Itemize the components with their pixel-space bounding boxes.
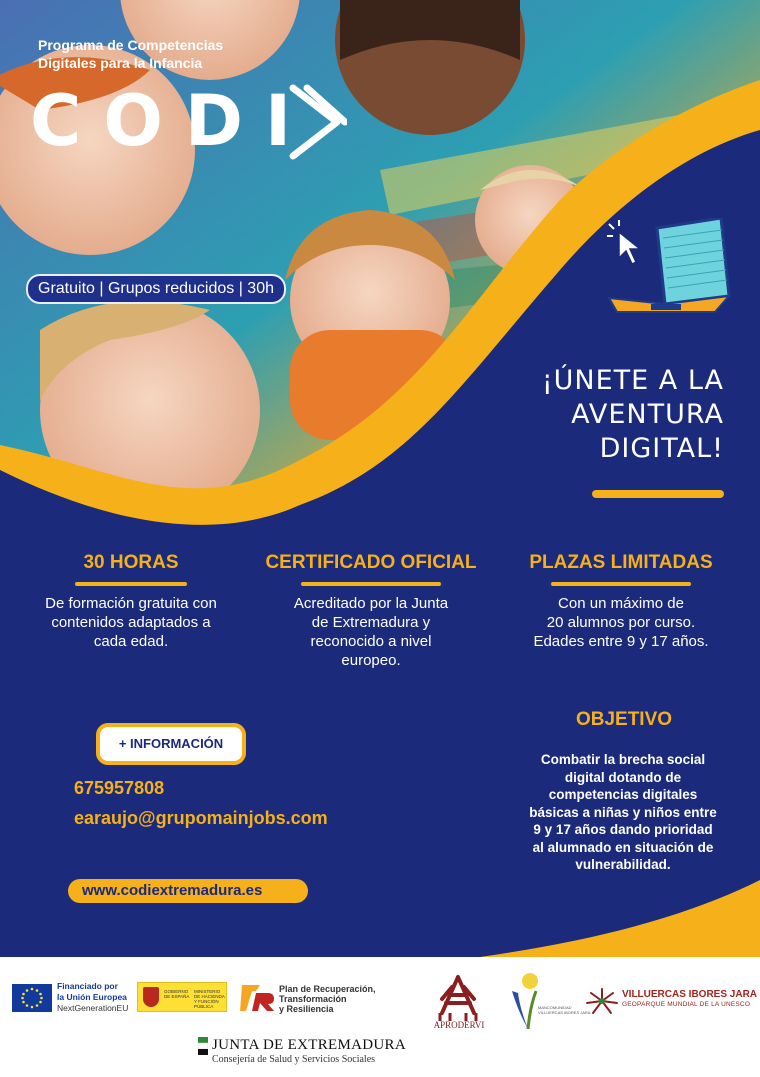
objective-title: OBJETIVO (575, 709, 673, 730)
objective-text (520, 751, 726, 874)
program-title-line: Digitales para la Infancia (38, 55, 203, 71)
prtr-text-line: Transformación (279, 994, 347, 1004)
feature-title: PLAZAS LIMITADAS (529, 552, 713, 573)
email-link[interactable]: earaujo@grupomainjobs.com (74, 808, 328, 828)
prtr-text-line: y Resiliencia (279, 1004, 334, 1014)
tagline-line: AVENTURA (571, 399, 724, 430)
cursor-icon (607, 220, 640, 264)
tagline-line: DIGITAL! (599, 433, 724, 464)
tagline-underline (592, 490, 724, 498)
ministerio-text (194, 989, 226, 1009)
gobierno-text-line: GOBIERNO (164, 989, 189, 994)
codi-logo-text: CODI (30, 80, 314, 162)
aprodervi-text: APRODERVI (433, 1020, 485, 1030)
feature-text (16, 594, 246, 651)
objective-text-line: 9 y 17 años dando prioridad (533, 822, 713, 837)
junta-subtitle: Consejería de Salud y Servicios Sociales (212, 1054, 376, 1065)
ministerio-text-line: MINISTERIO (194, 989, 221, 994)
coat-of-arms-icon (143, 987, 159, 1007)
feature-text-line: 20 alumnos por curso. (546, 614, 696, 631)
eu-text-line: la Unión Europea (57, 992, 127, 1002)
laptop-icon (605, 218, 733, 316)
geoparque-title: VILLUERCAS IBORES JARA (622, 989, 758, 1000)
gobierno-text-line: DE ESPAÑA (164, 994, 190, 999)
prtr-text (279, 984, 376, 1014)
mancomunidad-text (538, 1005, 590, 1015)
geoparque-text (622, 990, 757, 1010)
feature-text-line: cada edad. (93, 633, 169, 650)
geoparque-subtitle: GEOPARQUE MUNDIAL DE LA UNESCO (622, 1001, 751, 1008)
feature-text-line: de Extremadura y (311, 614, 431, 631)
objective-text-line: Combatir la brecha social (540, 752, 706, 767)
prtr-logo-icon (240, 983, 276, 1013)
gobierno-text (164, 989, 189, 999)
prtr-text-line: Plan de Recuperación, (279, 984, 376, 994)
eu-funding-text (57, 981, 128, 1014)
feature-text-line: reconocido a nivel (310, 633, 432, 650)
eu-flag-icon (12, 984, 52, 1012)
eu-text-line: NextGenerationEU (57, 1003, 129, 1013)
feature-underline (551, 582, 691, 586)
gobierno-espana-logo (137, 982, 227, 1012)
objective-text-line: digital dotando de (564, 769, 682, 785)
more-info-button[interactable]: + INFORMACIÓN (96, 723, 246, 765)
feature-hours (16, 550, 246, 651)
ministerio-text-line: Y FUNCIÓN PÚBLICA (194, 999, 219, 1009)
feature-text-line: De formación gratuita con (45, 595, 217, 612)
mancomunidad-logo-icon (508, 971, 544, 1033)
mancomunidad-text-line: MANCOMUNIDAD (538, 1005, 572, 1010)
feature-underline (75, 582, 187, 586)
feature-title: CERTIFICADO OFICIAL (265, 552, 477, 573)
feature-underline (301, 582, 441, 586)
website-link[interactable]: www.codiextremadura.es (68, 879, 308, 903)
feature-text (506, 594, 736, 651)
feature-text-line: Edades entre 9 y 17 años. (533, 633, 709, 650)
objective-text-line: vulnerabilidad. (575, 857, 671, 872)
mancomunidad-text-line: VILLUERCAS IBORES JARA (538, 1010, 591, 1015)
feature-title: 30 HORAS (83, 552, 179, 573)
objective-text-line: al alumnado en situación de (532, 839, 714, 855)
extremadura-flag-icon (198, 1037, 208, 1055)
feature-text-line: contenidos adaptados a (51, 614, 211, 631)
chevron-right-icon (285, 84, 347, 160)
feature-text-line: Acreditado por la Junta (293, 595, 449, 612)
feature-text-line: europeo. (341, 652, 401, 669)
info-pill: Gratuito | Grupos reducidos | 30h (26, 274, 286, 304)
eu-text-line: Financiado por (57, 981, 118, 991)
phone-number[interactable]: 675957808 (74, 778, 165, 798)
ministerio-text-line: DE HACIENDA (194, 994, 225, 999)
objective-text-line: competencias digitales (548, 787, 698, 802)
sponsor-footer (0, 957, 760, 1077)
tagline (542, 364, 724, 466)
geoparque-flower-icon (585, 987, 619, 1015)
objective-text-line: básicas a niñas y niños entre (529, 804, 717, 820)
feature-text (256, 594, 486, 670)
program-title (38, 36, 223, 72)
program-title-line: Programa de Competencias (38, 37, 224, 53)
tagline-line: ¡ÚNETE A LA (541, 365, 724, 396)
feature-certificate (256, 550, 486, 670)
feature-limited-places (506, 550, 736, 651)
junta-title: JUNTA DE EXTREMADURA (212, 1037, 406, 1053)
feature-text-line: Con un máximo de (558, 595, 684, 612)
